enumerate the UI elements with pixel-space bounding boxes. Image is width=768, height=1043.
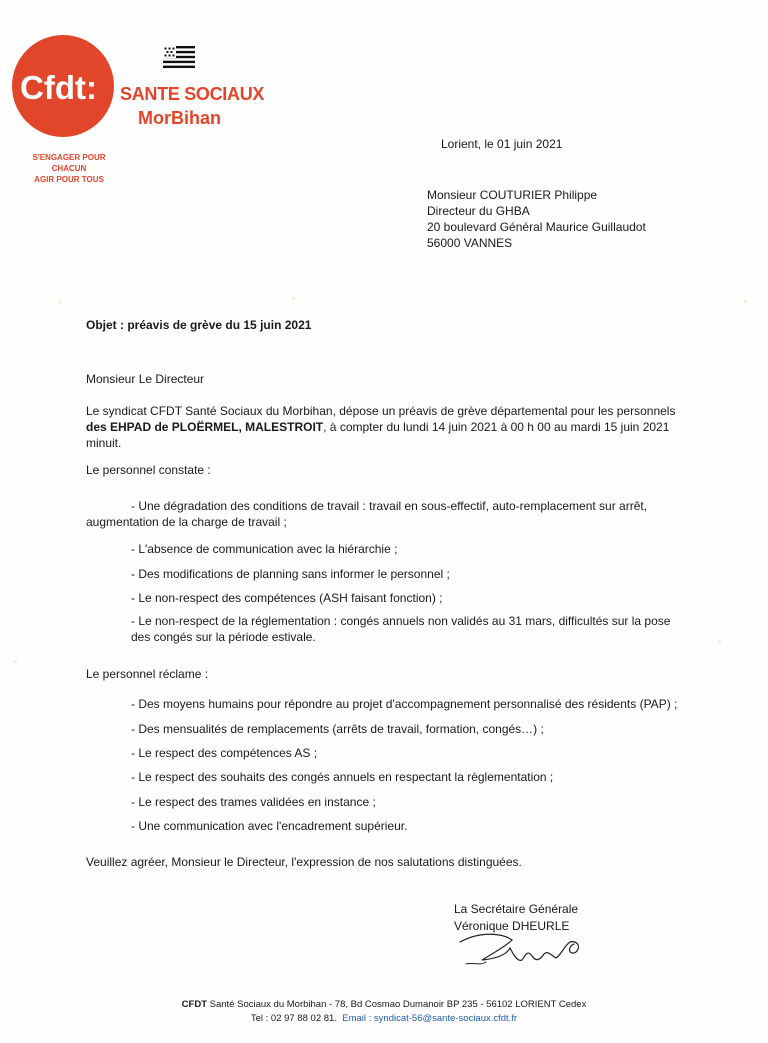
org-name: SANTE SOCIAUX [120,84,265,104]
list-item: des congés sur la période estivale. [131,630,316,644]
slogan-line-2: AGIR POUR TOUS [34,175,104,184]
list-item: - Le respect des souhaits des congés annuels en respectant la règlementation ; [131,770,554,784]
signatory-title: La Secrétaire Générale [454,902,579,916]
footer-contact-line [0,1012,768,1026]
recipient-name: Monsieur COUTURIER Philippe [427,188,598,202]
list-item: - Le non-respect de la réglementation : congés annuels non validés au 31 mars, difficultés sur la pose [131,614,671,628]
slogan [16,152,122,185]
intro-establishments: des EHPAD de PLOËRMEL, MALESTROIT [86,420,324,434]
recipient-address [427,187,646,251]
list-item: - Le respect des trames validées en instance ; [131,795,376,809]
intro-line-2 [86,419,674,435]
list-item: - L'absence de communication avec la hiérarchie ; [131,542,398,556]
handwritten-signature [452,912,592,974]
list-item: - Des moyens humains pour répondre au projet d'accompagnement personnalisé des résidents (PAP) ; [131,697,678,711]
list-item: - Des modifications de planning sans informer le personnel ; [131,567,450,581]
list-item: - Le respect des compétences AS ; [131,746,318,760]
scan-speck [58,301,61,304]
intro-line-1: Le syndicat CFDT Santé Sociaux du Morbihan, dépose un préavis de grève départemental pour les personnels [86,404,676,418]
claims-heading: Le personnel réclame : [86,667,209,681]
recipient-title: Directeur du GHBA [427,204,530,218]
list-item: - Une communication avec l'encadrement supérieur. [131,819,408,833]
footer-tel: Tel : 02 97 88 02 81. [250,1013,337,1024]
letter-date: Lorient, le 01 juin 2021 [441,137,563,151]
constate-heading: Le personnel constate : [86,463,211,477]
slogan-line-1: S'ENGAGER POUR CHACUN [32,153,106,173]
recipient-city: 56000 VANNES [427,236,513,250]
closing-formula: Veuillez agréer, Monsieur le Directeur, l'expression de nos salutations distinguées. [86,855,522,869]
letter-subject: Objet : préavis de grève du 15 juin 2021 [86,318,312,332]
intro-line-2-rest: , à compter du lundi 14 juin 2021 à 00 h 00 au mardi 15 juin 2021 [323,420,670,434]
scan-speck [744,300,747,303]
footer-address: Santé Sociaux du Morbihan - 78, Bd Cosmao Dumanoir BP 235 - 56102 LORIENT Cedex [207,999,587,1010]
list-item: - Le non-respect des compétences (ASH faisant fonction) ; [131,591,443,605]
list-item: augmentation de la charge de travail ; [86,515,287,529]
intro-line-3: minuit. [86,436,122,450]
recipient-street: 20 boulevard Général Maurice Guillaudot [427,220,646,234]
cfdt-logo-text: Cfdt: [20,69,97,106]
org-department: MorBihan [138,108,221,128]
scan-speck [292,297,295,300]
letter-footer [0,998,768,1026]
list-item: - Des mensualités de remplacements (arrêts de travail, formation, congés…) ; [131,722,544,736]
scan-speck [14,660,17,663]
salutation: Monsieur Le Directeur [86,372,205,386]
intro-paragraph [86,403,674,451]
signatory-name: Véronique DHEURLE [454,919,570,933]
footer-email[interactable]: Email : syndicat-56@sante-sociaux.cfdt.fr [342,1013,518,1024]
list-item: - Une dégradation des conditions de travail : travail en sous-effectif, auto-remplacement sur arrêt, [131,499,648,513]
scan-speck [718,640,721,643]
breton-flag-icon [163,46,195,68]
footer-address-line [0,998,768,1012]
footer-org: CFDT [181,999,207,1010]
